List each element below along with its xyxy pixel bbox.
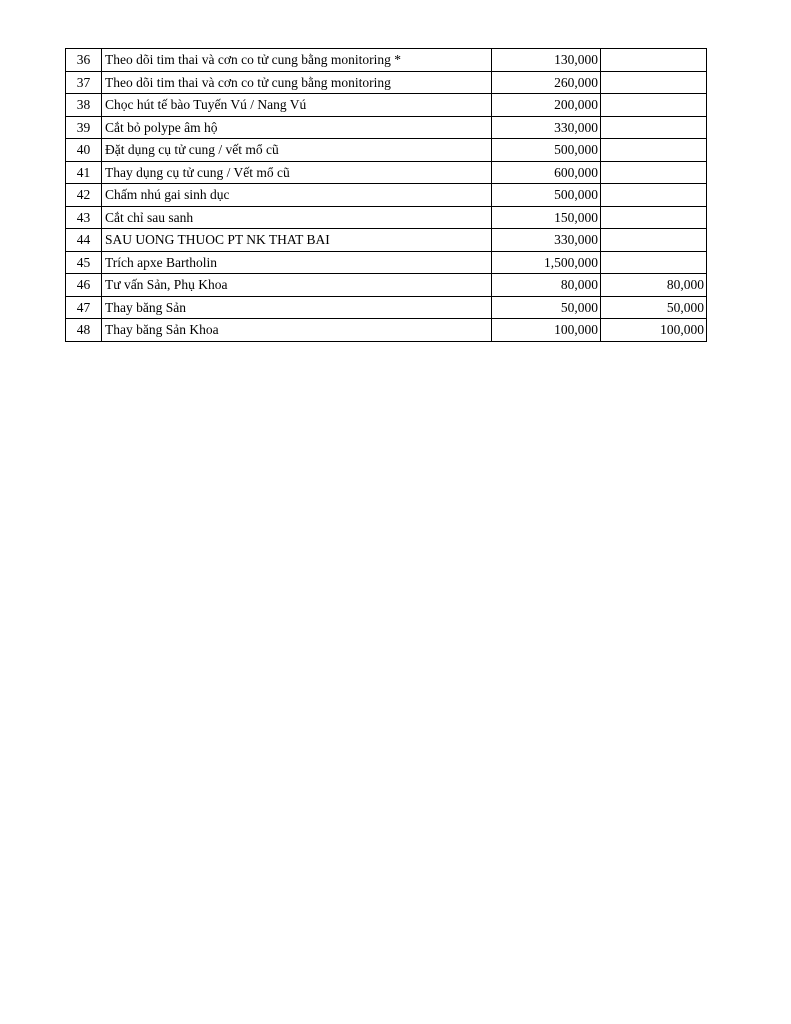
service-name-cell: Trích apxe Bartholin <box>102 251 492 274</box>
table-row <box>66 49 707 72</box>
price-secondary-cell: 50,000 <box>601 296 707 319</box>
row-number-cell: 48 <box>66 319 102 342</box>
table-row <box>66 229 707 252</box>
price-table <box>65 48 707 342</box>
price-secondary-cell <box>601 94 707 117</box>
service-name-cell: Thay băng Sản <box>102 296 492 319</box>
price-secondary-cell <box>601 206 707 229</box>
price-cell: 600,000 <box>492 161 601 184</box>
price-cell: 200,000 <box>492 94 601 117</box>
price-table-body <box>66 49 707 342</box>
price-cell: 80,000 <box>492 274 601 297</box>
table-row <box>66 116 707 139</box>
table-row <box>66 274 707 297</box>
row-number-cell: 41 <box>66 161 102 184</box>
price-secondary-cell <box>601 184 707 207</box>
row-number-cell: 36 <box>66 49 102 72</box>
service-name-cell: Chấm nhú gai sinh dục <box>102 184 492 207</box>
row-number-cell: 47 <box>66 296 102 319</box>
table-row <box>66 319 707 342</box>
service-name-cell: Theo dõi tim thai và cơn co tử cung bằng monitoring <box>102 71 492 94</box>
table-row <box>66 94 707 117</box>
price-secondary-cell <box>601 161 707 184</box>
price-secondary-cell <box>601 251 707 274</box>
price-cell: 50,000 <box>492 296 601 319</box>
price-secondary-cell <box>601 229 707 252</box>
row-number-cell: 43 <box>66 206 102 229</box>
service-name-cell: Chọc hút tế bào Tuyến Vú / Nang Vú <box>102 94 492 117</box>
row-number-cell: 42 <box>66 184 102 207</box>
table-row <box>66 184 707 207</box>
price-secondary-cell <box>601 139 707 162</box>
table-row <box>66 251 707 274</box>
table-row <box>66 206 707 229</box>
row-number-cell: 39 <box>66 116 102 139</box>
price-secondary-cell <box>601 49 707 72</box>
row-number-cell: 40 <box>66 139 102 162</box>
table-row <box>66 296 707 319</box>
table-row <box>66 139 707 162</box>
price-secondary-cell <box>601 71 707 94</box>
price-cell: 500,000 <box>492 184 601 207</box>
table-row <box>66 161 707 184</box>
row-number-cell: 46 <box>66 274 102 297</box>
service-name-cell: Thay băng Sản Khoa <box>102 319 492 342</box>
service-name-cell: Theo dõi tim thai và cơn co tử cung bằng monitoring * <box>102 49 492 72</box>
service-name-cell: Tư vấn Sản, Phụ Khoa <box>102 274 492 297</box>
row-number-cell: 37 <box>66 71 102 94</box>
service-name-cell: SAU UONG THUOC PT NK THAT BAI <box>102 229 492 252</box>
price-cell: 260,000 <box>492 71 601 94</box>
price-cell: 500,000 <box>492 139 601 162</box>
row-number-cell: 45 <box>66 251 102 274</box>
price-cell: 150,000 <box>492 206 601 229</box>
service-name-cell: Thay dụng cụ tử cung / Vết mổ cũ <box>102 161 492 184</box>
row-number-cell: 38 <box>66 94 102 117</box>
table-row <box>66 71 707 94</box>
service-name-cell: Đặt dụng cụ tử cung / vết mổ cũ <box>102 139 492 162</box>
price-cell: 330,000 <box>492 229 601 252</box>
price-cell: 130,000 <box>492 49 601 72</box>
price-cell: 1,500,000 <box>492 251 601 274</box>
price-secondary-cell <box>601 116 707 139</box>
service-name-cell: Cắt bỏ polype âm hộ <box>102 116 492 139</box>
price-secondary-cell: 100,000 <box>601 319 707 342</box>
price-secondary-cell: 80,000 <box>601 274 707 297</box>
row-number-cell: 44 <box>66 229 102 252</box>
service-name-cell: Cắt chỉ sau sanh <box>102 206 492 229</box>
price-cell: 100,000 <box>492 319 601 342</box>
price-cell: 330,000 <box>492 116 601 139</box>
